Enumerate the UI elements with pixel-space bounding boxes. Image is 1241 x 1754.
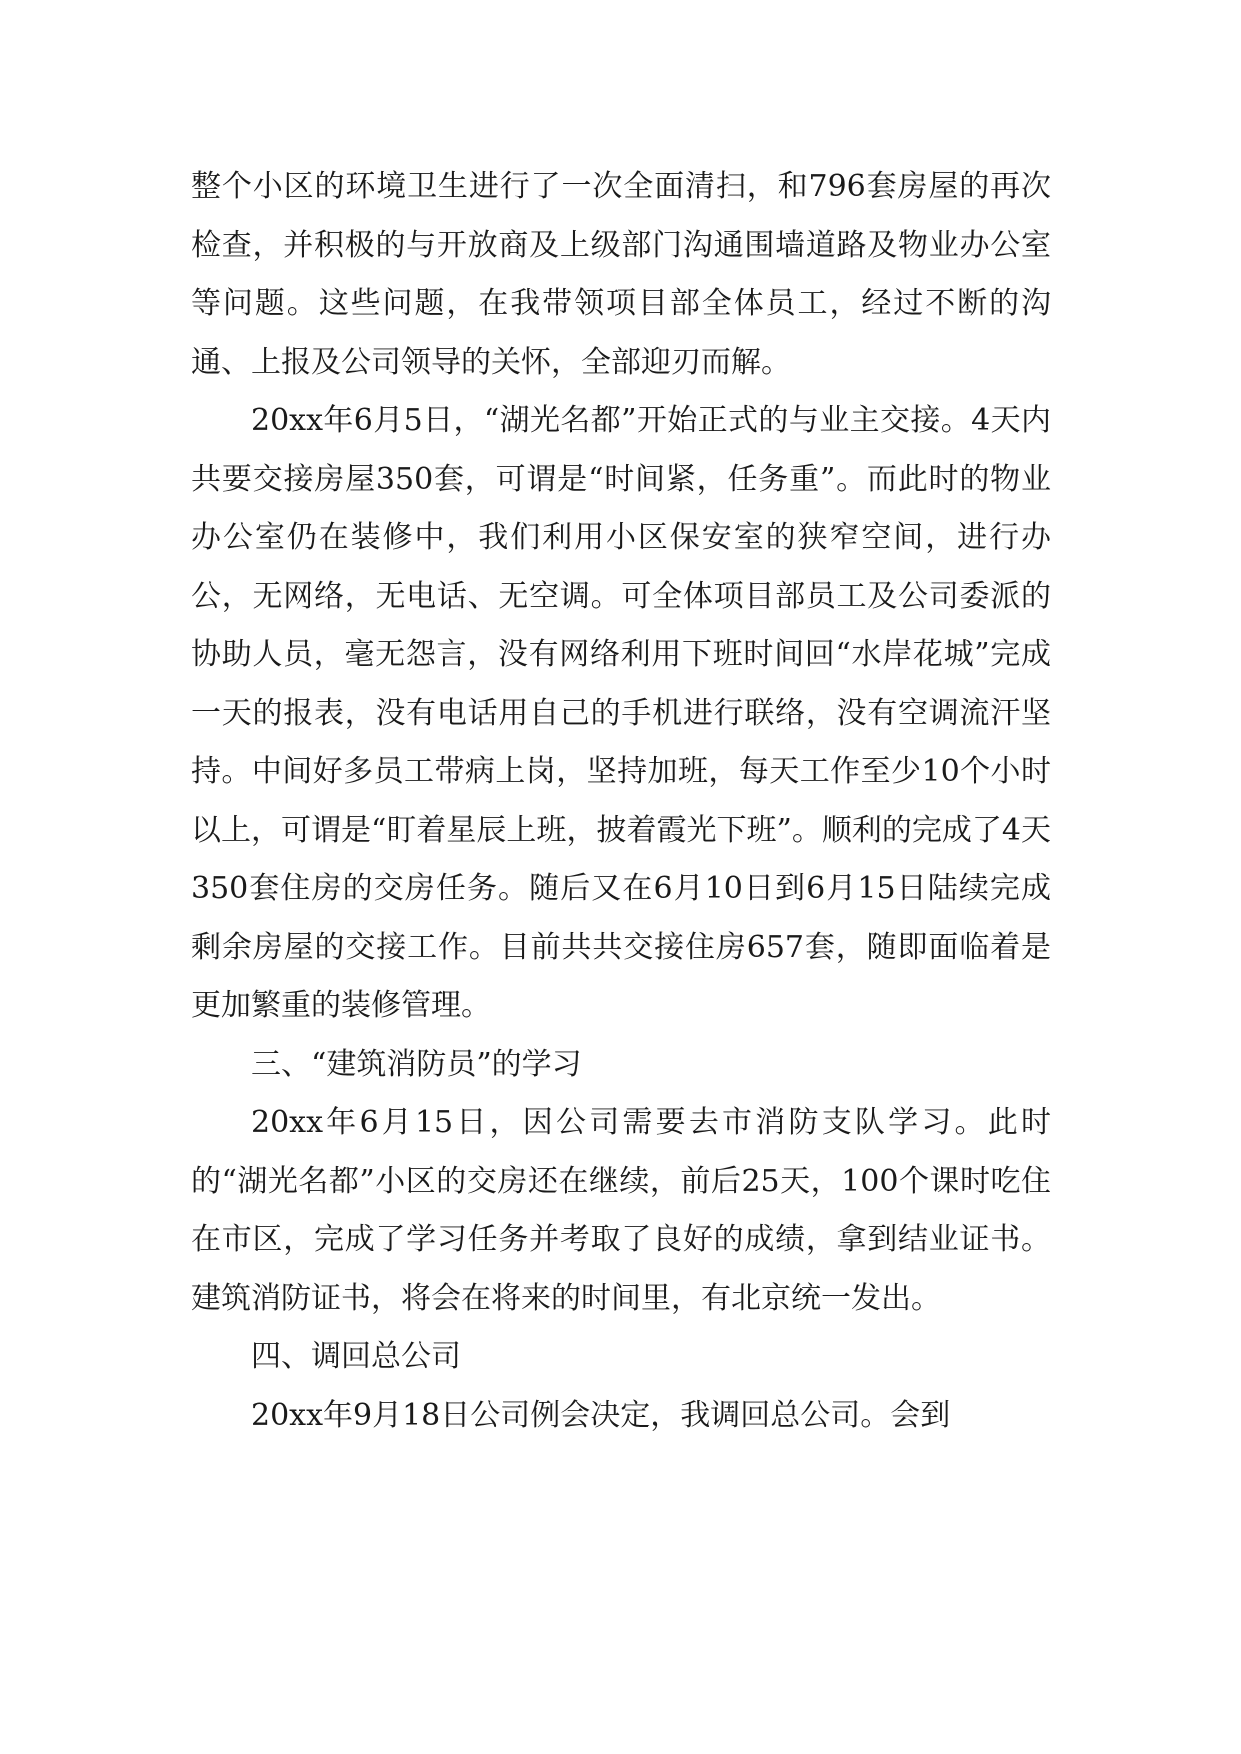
body-paragraph: 20xx年6月15日，因公司需要去市消防支队学习。此时的“湖光名都”小区的交房还在继续，前后25天，100个课时吃住在市区，完成了学习任务并考取了良好的成绩，拿到结业证书。建筑消防证书，将会在将来的时间里，有北京统一发出。 — [191, 1105, 1051, 1316]
section-heading: 四、调回总公司 — [251, 1339, 461, 1374]
document-body — [191, 158, 1051, 1445]
body-paragraph: 20xx年9月18日公司例会决定，我调回总公司。会到 — [251, 1397, 951, 1433]
body-paragraph: 整个小区的环境卫生进行了一次全面清扫，和796套房屋的再次检查，并积极的与开放商及上级部门沟通围墙道路及物业办公室等问题。这些问题，在我带领项目部全体员工，经过不断的沟通、上报及公司领导的关怀，全部迎刃而解。 — [191, 169, 1051, 380]
body-paragraph: 20xx年6月5日，“湖光名都”开始正式的与业主交接。4天内共要交接房屋350套，可谓是“时间紧，任务重”。而此时的物业办公室仍在装修中，我们利用小区保安室的狭窄空间，进行办公，无网络，无电话、无空调。可全体项目部员工及公司委派的协助人员，毫无怨言，没有网络利用下班时间回“水岸花城”完成一天的报表，没有电话用自己的手机进行联络，没有空调流汗坚持。中间好多员工带病上岗，坚持加班，每天工作至少10个小时以上，可谓是“盯着星辰上班，披着霞光下班”。顺利的完成了4天350套住房的交房任务。随后又在6月10日到6月15日陆续完成剩余房屋的交接工作。目前共共交接住房657套，随即面临着是更加繁重的装修管理。 — [191, 403, 1051, 1023]
section-heading: 三、“建筑消防员”的学习 — [251, 1046, 582, 1082]
